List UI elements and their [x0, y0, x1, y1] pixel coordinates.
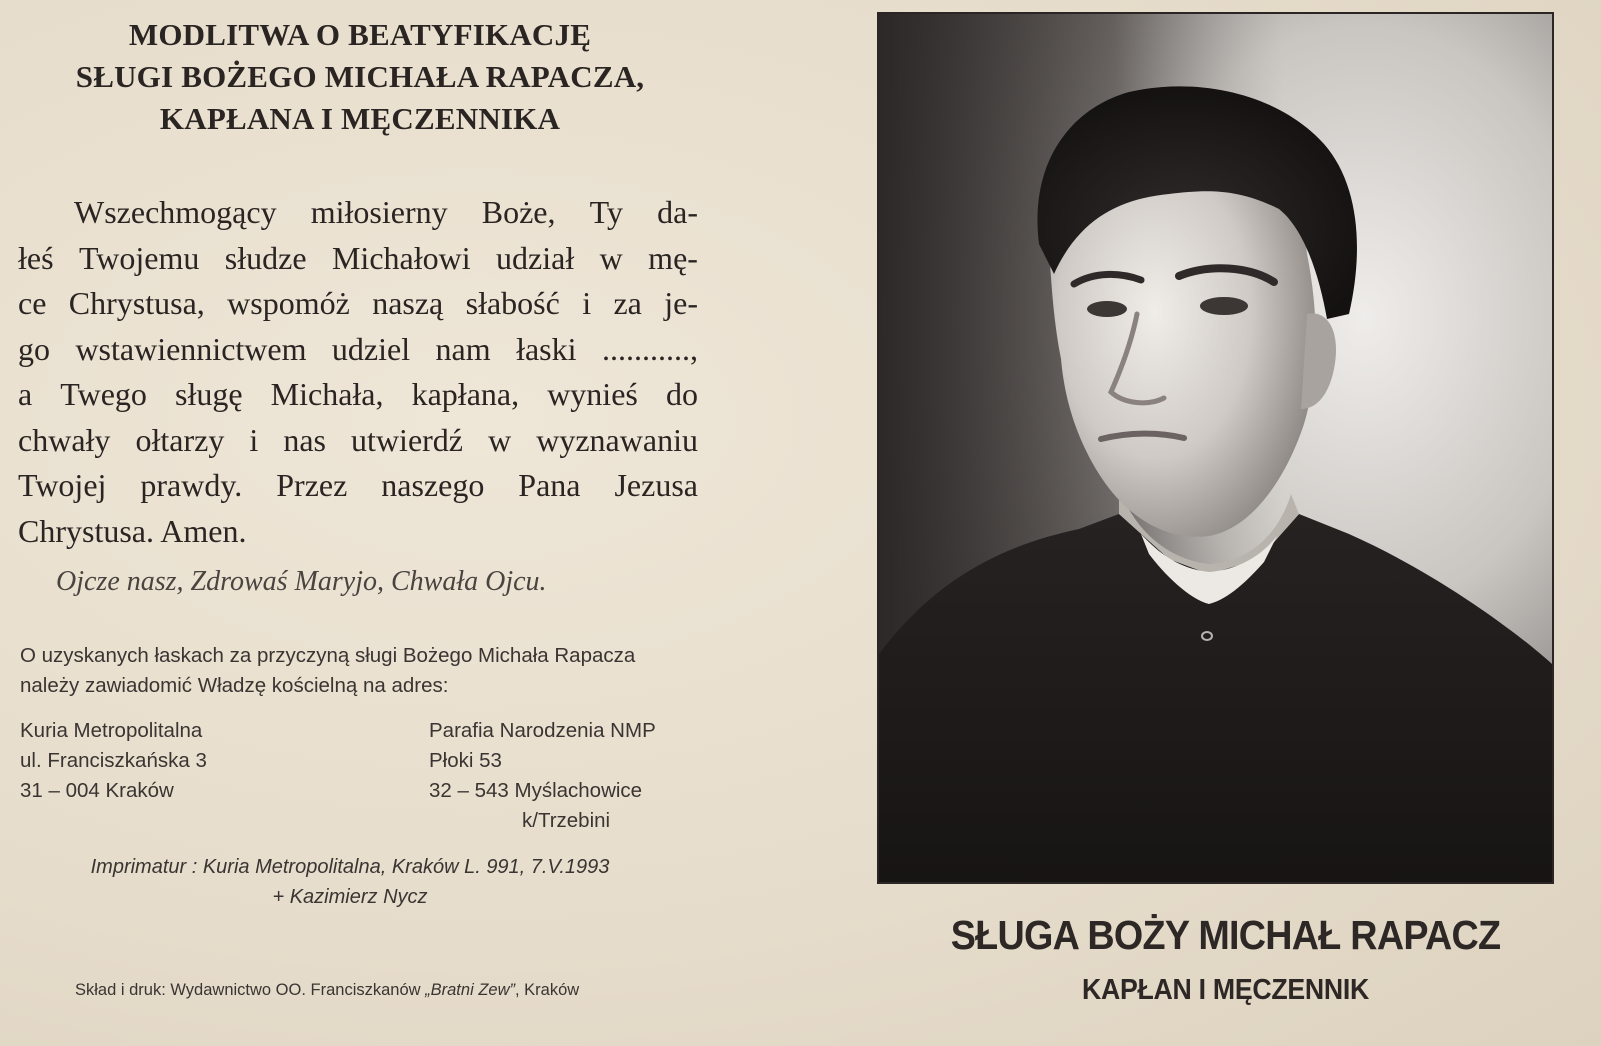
- prayer-line: [18, 281, 698, 327]
- prayer-line: [18, 372, 698, 418]
- prayer-word: miłosierny: [310, 194, 448, 230]
- prayer-word: wspomóż: [227, 285, 350, 321]
- prayer-word: łeś: [18, 239, 54, 276]
- left-eye-shape: [1087, 301, 1127, 317]
- printer-prefix: Skład i druk: Wydawnictwo OO. Franciszkanów: [75, 981, 426, 999]
- prayer-word: je-: [664, 285, 698, 321]
- prayer-line: [18, 327, 698, 373]
- imprimatur: [30, 852, 670, 912]
- prayer-word: Twojemu: [78, 239, 200, 276]
- prayer-word: w: [599, 239, 623, 276]
- address-line: 31 – 004 Kraków: [20, 779, 174, 802]
- prayer-word: w: [488, 421, 512, 458]
- address-line: ul. Franciszkańska 3: [20, 749, 207, 772]
- heading-line: MODLITWA O BEATYFIKACJĘ: [128, 17, 592, 52]
- imprimatur-signature: + Kazimierz Nycz: [272, 886, 428, 908]
- portrait-photo: [877, 12, 1554, 884]
- notice-line: należy zawiadomić Władzę kościelną na adres:: [20, 674, 449, 697]
- prayer-word: wynieś: [547, 376, 638, 412]
- prayer-word: łaski: [516, 330, 577, 367]
- address-line: Kuria Metropolitalna: [20, 719, 203, 742]
- prayer-word: słabość: [465, 285, 560, 321]
- prayer-word: naszą: [372, 285, 444, 321]
- prayer-word: utwierdź: [351, 421, 463, 458]
- prayer-word: Ty: [589, 194, 623, 230]
- prayer-word: wstawiennictwem: [75, 330, 307, 367]
- prayer-word: Michała,: [270, 376, 384, 412]
- printer-name: „Bratni Zew”: [425, 981, 515, 999]
- prayer-heading: [30, 14, 690, 140]
- prayer-word: Chrystusa,: [68, 285, 205, 321]
- address-line: 32 – 543 Myślachowice: [429, 779, 643, 802]
- prayer-line: [18, 190, 698, 236]
- prayer-word: ołtarzy: [135, 421, 225, 458]
- right-eye-shape: [1200, 297, 1248, 315]
- prayer-word: do: [665, 376, 698, 412]
- prayer-word: nam: [435, 330, 491, 367]
- prayer-word: Boże,: [481, 194, 556, 230]
- prayer-word: Michałowi: [331, 239, 471, 276]
- prayer-word: Wszechmogący: [74, 194, 277, 230]
- prayer-word: Jezusa: [614, 467, 698, 503]
- prayer-word: i: [249, 421, 259, 458]
- prayer-word: ce: [18, 285, 47, 321]
- prayer-text: [18, 190, 698, 554]
- address-curia: [20, 716, 207, 806]
- closing-prayers: Ojcze nasz, Zdrowaś Maryjo, Chwała Ojcu.: [56, 566, 547, 597]
- prayer-word: słudze: [224, 239, 307, 276]
- imprimatur-line: Imprimatur : Kuria Metropolitalna, Kraków L. 991, 7.V.1993: [90, 856, 610, 878]
- prayer-word: ...........,: [601, 330, 698, 367]
- address-line: Płoki 53: [429, 749, 502, 772]
- notice-line: O uzyskanych łaskach za przyczyną sługi Bożego Michała Rapacza: [20, 644, 636, 667]
- portrait-caption-title: SŁUGA BOŻY MICHAŁ RAPACZ: [950, 912, 1501, 958]
- prayer-word: nas: [283, 421, 326, 458]
- prayer-word: i: [582, 285, 592, 321]
- prayer-word: go: [18, 330, 50, 367]
- prayer-word: Pana: [518, 467, 581, 503]
- portrait-caption-subtitle: KAPŁAN I MĘCZENNIK: [1081, 974, 1370, 1006]
- prayer-word: za: [613, 285, 642, 321]
- heading-line: KAPŁANA I MĘCZENNIKA: [159, 101, 561, 136]
- prayer-word: udział: [496, 239, 575, 276]
- prayer-word: udziel: [331, 330, 411, 367]
- prayer-word: sługę: [175, 376, 243, 412]
- prayer-word: da-: [657, 194, 698, 230]
- prayer-word: chwały: [18, 421, 111, 458]
- prayer-word: wyznawaniu: [536, 421, 698, 458]
- address-line: k/Trzebini: [522, 809, 611, 832]
- prayer-word: Twego: [60, 376, 147, 412]
- portrait-image: [879, 14, 1552, 882]
- prayer-word: a: [18, 376, 33, 412]
- printer-credit: [75, 981, 579, 1000]
- prayer-word: Przez: [276, 467, 348, 503]
- prayer-word: mę-: [648, 239, 698, 276]
- prayer-word: prawdy.: [140, 467, 243, 503]
- prayer-line: [18, 463, 698, 509]
- heading-line: SŁUGI BOŻEGO MICHAŁA RAPACZA,: [75, 59, 645, 94]
- prayer-word: Twojej: [18, 467, 107, 503]
- prayer-line: Chrystusa. Amen.: [18, 512, 247, 549]
- address-line: Parafia Narodzenia NMP: [429, 719, 656, 742]
- prayer-line: [18, 418, 698, 464]
- printer-suffix: , Kraków: [515, 981, 580, 999]
- prayer-word: naszego: [381, 467, 485, 503]
- address-parish: [429, 716, 656, 836]
- prayer-line: [18, 236, 698, 282]
- graces-notice: [20, 641, 710, 701]
- prayer-word: kapłana,: [411, 376, 520, 412]
